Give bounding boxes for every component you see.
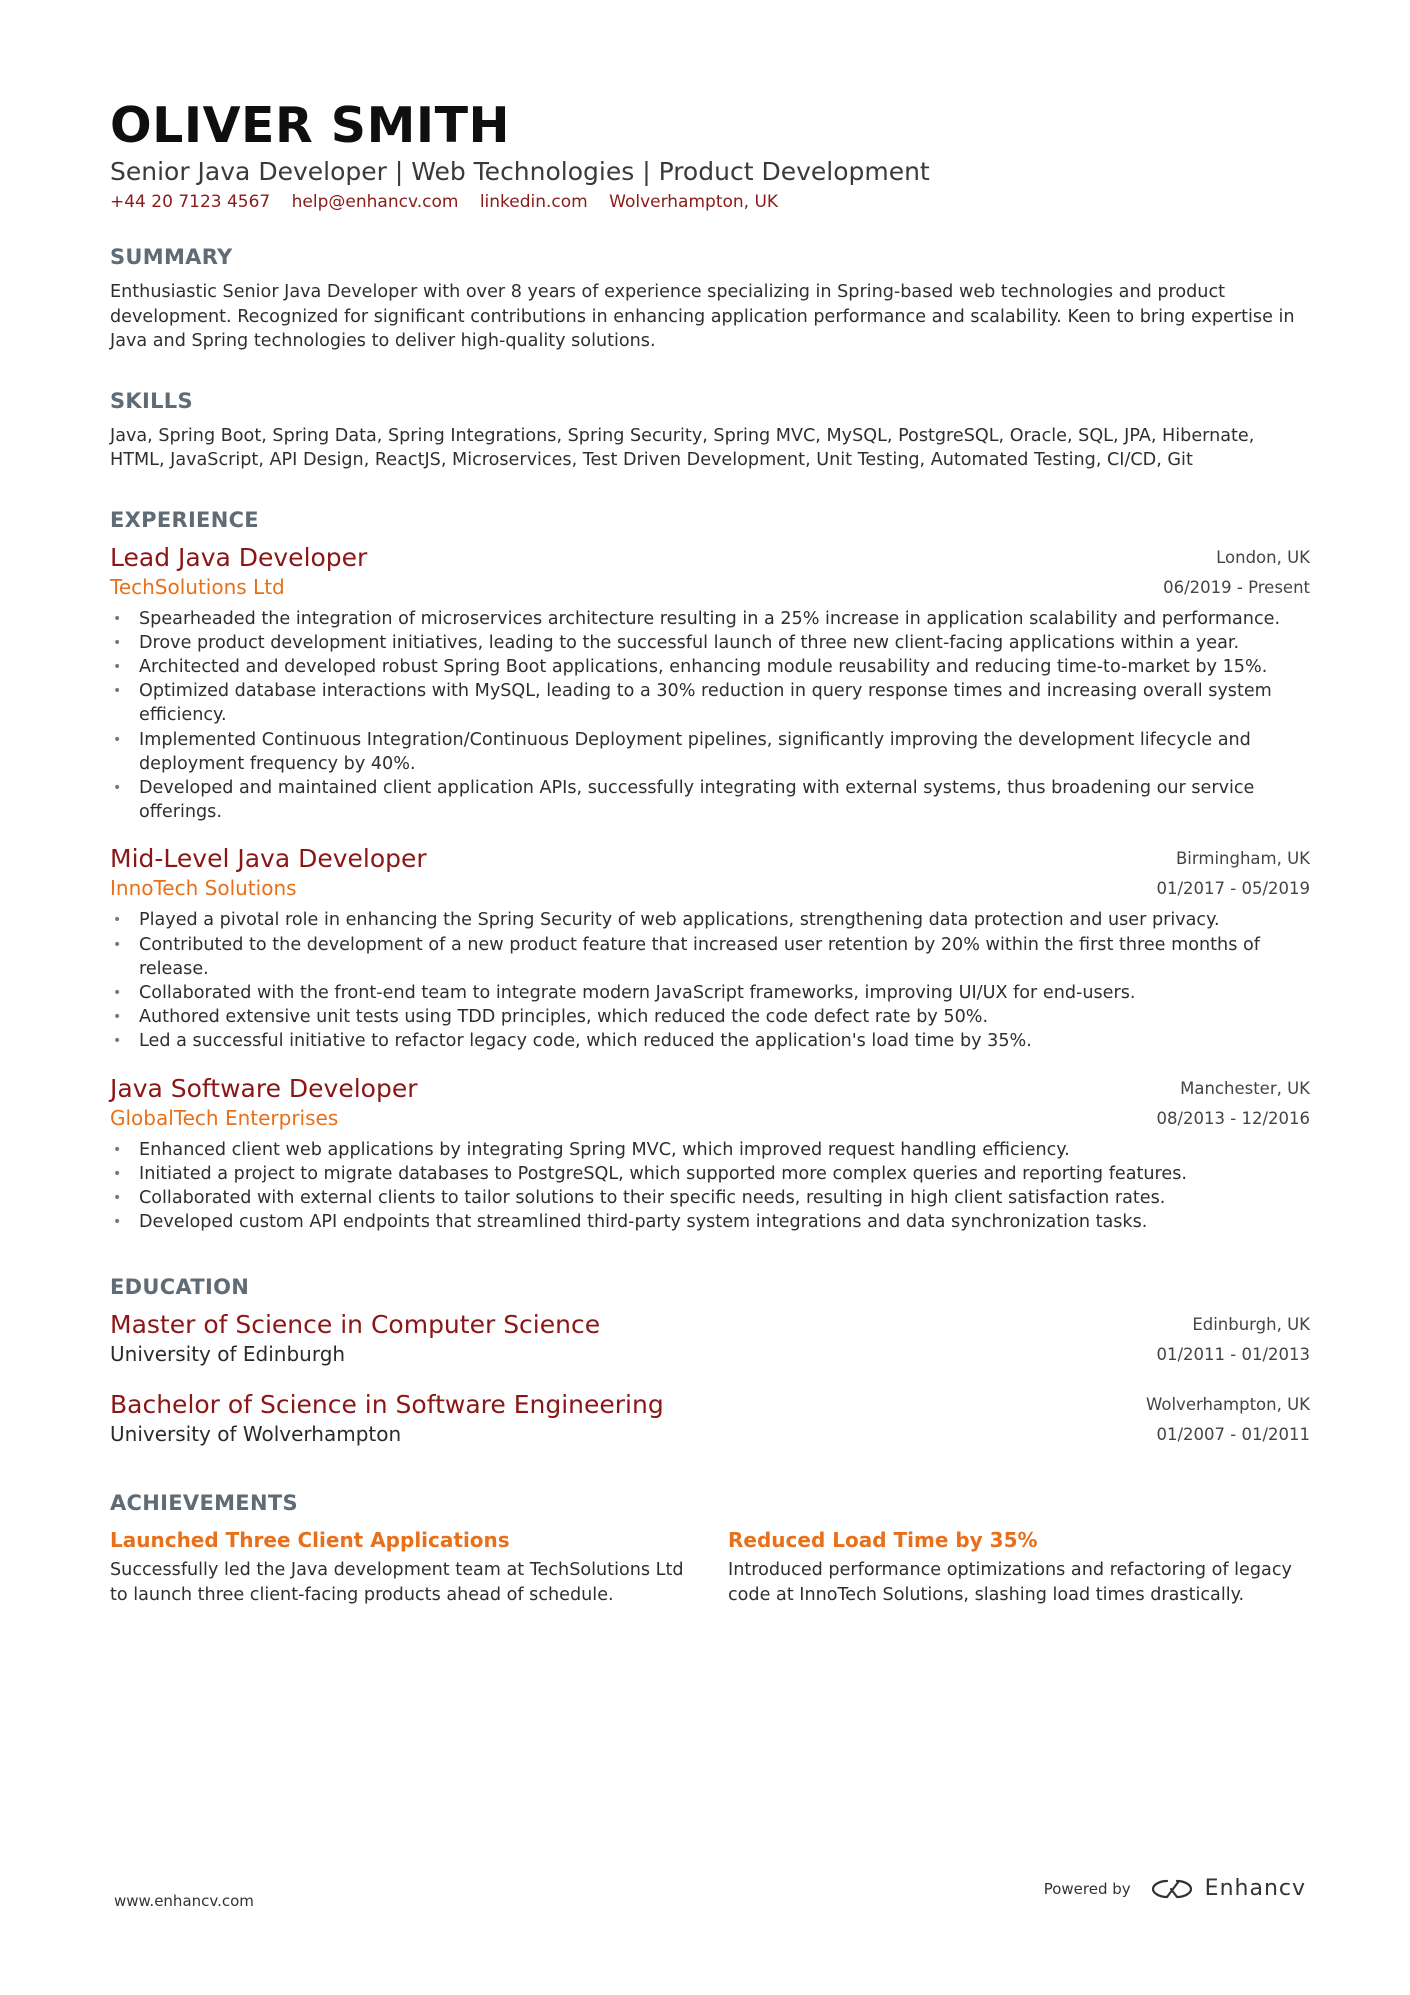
- footer-branding: [1044, 1876, 1306, 1901]
- job-title: Mid-Level Java Developer: [110, 844, 427, 874]
- bullet-item: • Implemented Continuous Integration/Continuous Deployment pipelines, significantly improving the development lifecycle and deployment frequency by 40%.: [113, 729, 1251, 774]
- achievement-text: Successfully led the Java development team at TechSolutions Ltd to launch three client-facing products ahead of schedule.: [110, 1560, 684, 1605]
- job-company: TechSolutions Ltd: [110, 574, 285, 599]
- bullet-item: • Contributed to the development of a new product feature that increased user retention by 20% within the first three months of release.: [113, 934, 1260, 979]
- job-bullets: [110, 1138, 1310, 1235]
- degree-title: Bachelor of Science in Software Engineering: [110, 1390, 664, 1420]
- achievements-section: [110, 1490, 1310, 1607]
- job-entry: [110, 1074, 1310, 1235]
- education-location: Wolverhampton, UK: [1146, 1395, 1310, 1415]
- linkedin-link[interactable]: linkedin.com: [479, 192, 588, 212]
- degree-title: Master of Science in Computer Science: [110, 1310, 601, 1340]
- experience-section: [110, 507, 1310, 1235]
- summary-section: [110, 244, 1310, 354]
- section-title-experience: EXPERIENCE: [110, 507, 259, 532]
- headline: Senior Java Developer | Web Technologies | Product Development: [110, 157, 930, 186]
- education-dates: 01/2011 - 01/2013: [1156, 1345, 1310, 1365]
- skills-section: [110, 388, 1310, 473]
- email-link[interactable]: help@enhancv.com: [291, 192, 459, 212]
- achievement-item: [728, 1526, 1302, 1607]
- education-entry: [110, 1390, 1310, 1450]
- school-name: University of Wolverhampton: [110, 1422, 402, 1447]
- education-section: [110, 1274, 1310, 1450]
- bullet-item: • Developed custom API endpoints that streamlined third-party system integrations and data synchronization tasks.: [113, 1212, 1148, 1233]
- job-entry: [110, 844, 1310, 1053]
- section-title-education: EDUCATION: [110, 1275, 250, 1300]
- school-name: University of Edinburgh: [110, 1342, 346, 1367]
- job-bullets: [110, 908, 1310, 1053]
- bullet-item: • Optimized database interactions with MySQL, leading to a 30% reduction in query response times and increasing overall system efficiency.: [113, 681, 1272, 726]
- footer-website[interactable]: www.enhancv.com: [114, 1892, 254, 1910]
- achievement-text: Introduced performance optimizations and refactoring of legacy code at InnoTech Solutions, slashing load times drastically.: [728, 1560, 1292, 1605]
- job-dates: 08/2013 - 12/2016: [1156, 1108, 1310, 1128]
- bullet-item: • Authored extensive unit tests using TDD principles, which reduced the code defect rate by 50%.: [113, 1007, 989, 1028]
- resume-page: [110, 98, 1310, 1607]
- summary-text: Enthusiastic Senior Java Developer with over 8 years of experience specializing in Spring-based web technologies and product development. Recognized for significant contributions in enhancing application performance and scalability. Keen to bring expertise in Java and Spring technologies to deliver high-quality solutions.: [110, 282, 1295, 351]
- education-dates: 01/2007 - 01/2011: [1156, 1425, 1310, 1445]
- section-title-skills: SKILLS: [110, 388, 193, 413]
- section-title-summary: SUMMARY: [110, 245, 233, 269]
- bullet-item: • Collaborated with the front-end team to integrate modern JavaScript frameworks, improving UI/UX for end-users.: [113, 982, 1136, 1003]
- achievement-title: Launched Three Client Applications: [110, 1528, 510, 1553]
- job-title: Lead Java Developer: [110, 542, 368, 572]
- education-location: Edinburgh, UK: [1192, 1315, 1310, 1335]
- bullet-item: • Collaborated with external clients to tailor solutions to their specific needs, resulting in high client satisfaction rates.: [113, 1187, 1166, 1208]
- bullet-item: • Initiated a project to migrate databases to PostgreSQL, which supported more complex queries and reporting features.: [113, 1163, 1187, 1184]
- candidate-name: OLIVER SMITH: [110, 97, 511, 154]
- bullet-item: • Played a pivotal role in enhancing the Spring Security of web applications, strengthening data protection and user privacy.: [113, 910, 1220, 931]
- phone-link[interactable]: +44 20 7123 4567: [110, 192, 271, 212]
- job-location: Manchester, UK: [1180, 1078, 1310, 1098]
- skills-text: Java, Spring Boot, Spring Data, Spring Integrations, Spring Security, Spring MVC, MySQL, PostgreSQL, Oracle, SQL, JPA, Hibernate, HTML, JavaScript, API Design, ReactJS, Microservices, Test Driven Development, Unit Testing, Automated Testing, CI/CD, Git: [110, 425, 1255, 470]
- bullet-item: • Led a successful initiative to refactor legacy code, which reduced the application's load time by 35%.: [113, 1031, 1032, 1052]
- bullet-item: • Developed and maintained client application APIs, successfully integrating with external systems, thus broadening our service offerings.: [113, 777, 1255, 823]
- job-dates: 06/2019 - Present: [1163, 577, 1310, 597]
- powered-by-label: Powered by: [1043, 1879, 1131, 1898]
- location-text: Wolverhampton, UK: [609, 192, 779, 212]
- enhancv-logo-icon: [1149, 1877, 1195, 1901]
- job-entry: [110, 543, 1310, 825]
- job-title: Java Software Developer: [110, 1073, 418, 1103]
- job-location: London, UK: [1216, 547, 1310, 567]
- section-title-achievements: ACHIEVEMENTS: [110, 1491, 298, 1516]
- achievement-item: [110, 1526, 684, 1607]
- job-bullets: [110, 607, 1310, 825]
- education-entry: [110, 1310, 1310, 1370]
- enhancv-brand-text: Enhancv: [1204, 1876, 1306, 1901]
- bullet-item: • Architected and developed robust Spring Boot applications, enhancing module reusability and reducing time-to-market by 15%.: [113, 656, 1268, 677]
- job-location: Birmingham, UK: [1175, 849, 1310, 869]
- job-company: InnoTech Solutions: [110, 876, 297, 901]
- resume-header: [110, 98, 1310, 214]
- bullet-item: • Drove product development initiatives, leading to the successful launch of three new client-facing applications within a year.: [113, 632, 1240, 653]
- contact-line: [110, 190, 1310, 214]
- achievement-title: Reduced Load Time by 35%: [728, 1528, 1038, 1553]
- enhancv-logo[interactable]: [1149, 1876, 1306, 1901]
- job-dates: 01/2017 - 05/2019: [1156, 879, 1310, 899]
- bullet-item: • Enhanced client web applications by integrating Spring MVC, which improved request handling efficiency.: [113, 1139, 1070, 1160]
- bullet-item: • Spearheaded the integration of microservices architecture resulting in a 25% increase in application scalability and performance.: [113, 608, 1281, 629]
- job-company: GlobalTech Enterprises: [110, 1105, 339, 1130]
